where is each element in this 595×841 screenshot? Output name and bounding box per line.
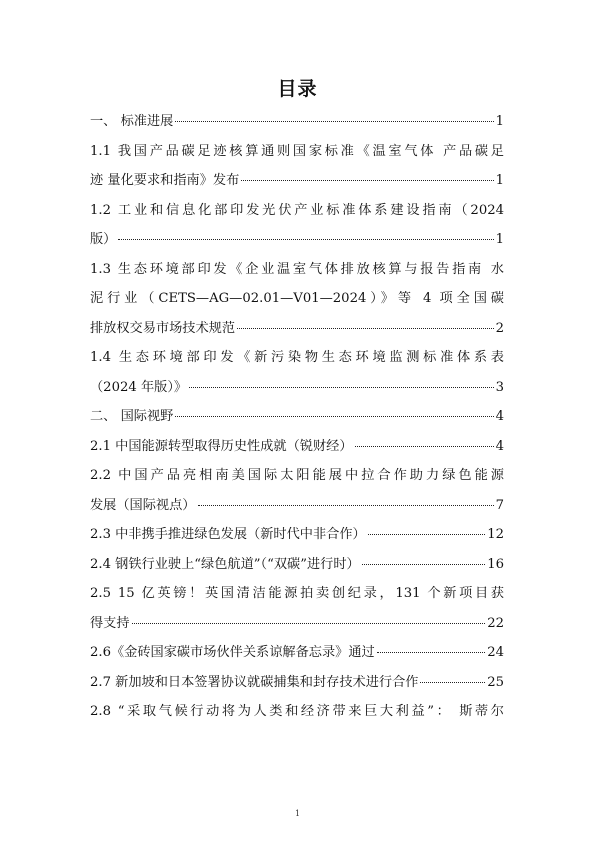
dot-leader [241, 180, 493, 181]
toc-entry-text: 1.2 工业和信息化部印发光伏产业标准体系建设指南（2024 [90, 202, 504, 218]
toc-entry-line [90, 638, 504, 668]
dot-leader [368, 534, 485, 535]
toc-entry-text: 2.3 中非携手推进绿色发展（新时代中非合作） [90, 527, 366, 542]
dot-leader [198, 505, 494, 506]
toc-entry-line [90, 314, 504, 344]
toc-entry-text: 1.1 我国产品碳足迹核算通则国家标准《温室气体 产品碳足 [90, 143, 504, 159]
toc-page-number: 3 [495, 379, 504, 395]
toc-entry-line [90, 432, 504, 462]
toc-entry-text: 2.7 新加坡和日本签署协议就碳捕集和封存技术进行合作 [90, 674, 419, 690]
toc-entry-line [90, 520, 504, 550]
toc-entry[interactable] [90, 255, 504, 344]
toc-entry[interactable] [90, 520, 504, 550]
toc-entry-text: 版） [90, 232, 117, 247]
toc-entry-line [90, 550, 504, 580]
toc-page-number: 4 [495, 409, 504, 424]
toc-entry-line [90, 697, 504, 727]
toc-page-number: 7 [495, 497, 504, 513]
toc-title: 目录 [277, 78, 318, 100]
toc-entry-line [90, 668, 504, 698]
toc-entry-text: 1.3 生态环境部印发《企业温室气体排放核算与报告指南 水 [90, 261, 504, 277]
dot-leader [175, 416, 493, 417]
toc-page-number: 1 [495, 173, 504, 188]
toc-entry[interactable] [90, 137, 504, 196]
toc-entry-line [90, 373, 504, 403]
toc-page-number: 12 [487, 527, 504, 542]
toc-entry[interactable] [90, 638, 504, 668]
toc-entry[interactable] [90, 402, 504, 432]
dot-leader [355, 446, 494, 447]
page-number: 1 [294, 809, 301, 818]
toc-entry[interactable] [90, 432, 504, 462]
toc-entry-line [90, 402, 504, 432]
toc-entry[interactable] [90, 196, 504, 255]
toc-entry[interactable] [90, 550, 504, 580]
toc-entry[interactable] [90, 579, 504, 638]
toc-entry-text: 二、 国际视野 [90, 409, 174, 424]
toc-entry-text: 迹 量化要求和指南》发布 [90, 173, 240, 188]
toc-page-number: 1 [495, 232, 504, 247]
toc-entry-text: 泥行业（CETS—AG—02.01—V01—2024）》等 4 项全国碳 [90, 291, 504, 306]
toc-page-number: 16 [487, 556, 504, 572]
dot-leader [189, 387, 494, 388]
toc-entry-text: 得支持 [90, 615, 130, 631]
toc-entry-text: （2024 年版）》 [90, 379, 188, 395]
toc-entry-line [90, 609, 504, 639]
dot-leader [377, 652, 485, 653]
toc-page-number: 24 [487, 645, 504, 660]
dot-leader [175, 121, 493, 122]
toc-page-number: 2 [495, 320, 504, 336]
toc-entry-text: 2.5 15 亿英镑！英国清洁能源拍卖创纪录，131 个新项目获 [90, 586, 504, 601]
dot-leader [237, 328, 494, 329]
toc-entry-line [90, 491, 504, 521]
toc-entry-line [90, 166, 504, 196]
toc-entry-text: 2.2 中国产品亮相南美国际太阳能展中拉合作助力绿色能源 [90, 468, 504, 483]
dot-leader [420, 682, 485, 683]
toc-entry-text: 发展（国际视点） [90, 497, 196, 513]
toc-entry-text: 2.1 中国能源转型取得历史性成就（锐财经） [90, 438, 353, 454]
toc-page-number: 25 [487, 674, 504, 690]
toc-entry[interactable] [90, 668, 504, 698]
toc-page-number: 4 [495, 438, 504, 454]
toc-entry-text: 2.8 “采取气候行动将为人类和经济带来巨大利益”： 斯蒂尔 [90, 704, 504, 719]
dot-leader [362, 564, 486, 565]
toc-entry[interactable] [90, 107, 504, 137]
toc-entry-text: 排放权交易市场技术规范 [90, 320, 236, 336]
toc-page-number: 1 [495, 114, 504, 129]
toc-entry-text: 2.6《金砖国家碳市场伙伴关系谅解备忘录》通过 [90, 645, 375, 660]
toc-entry[interactable] [90, 461, 504, 520]
dot-leader [118, 239, 493, 240]
dot-leader [132, 623, 486, 624]
table-of-contents [90, 107, 504, 727]
toc-entry-text: 一、 标准进展 [90, 114, 174, 129]
toc-entry[interactable] [90, 697, 504, 727]
toc-entry-line [90, 107, 504, 137]
toc-entry[interactable] [90, 343, 504, 402]
toc-page-number: 22 [487, 615, 504, 631]
toc-entry-line [90, 225, 504, 255]
toc-entry-text: 1.4 生态环境部印发《新污染物生态环境监测标准体系表 [90, 350, 504, 365]
toc-entry-text: 2.4 钢铁行业驶上“绿色航道”（“双碳”进行时） [90, 556, 360, 572]
